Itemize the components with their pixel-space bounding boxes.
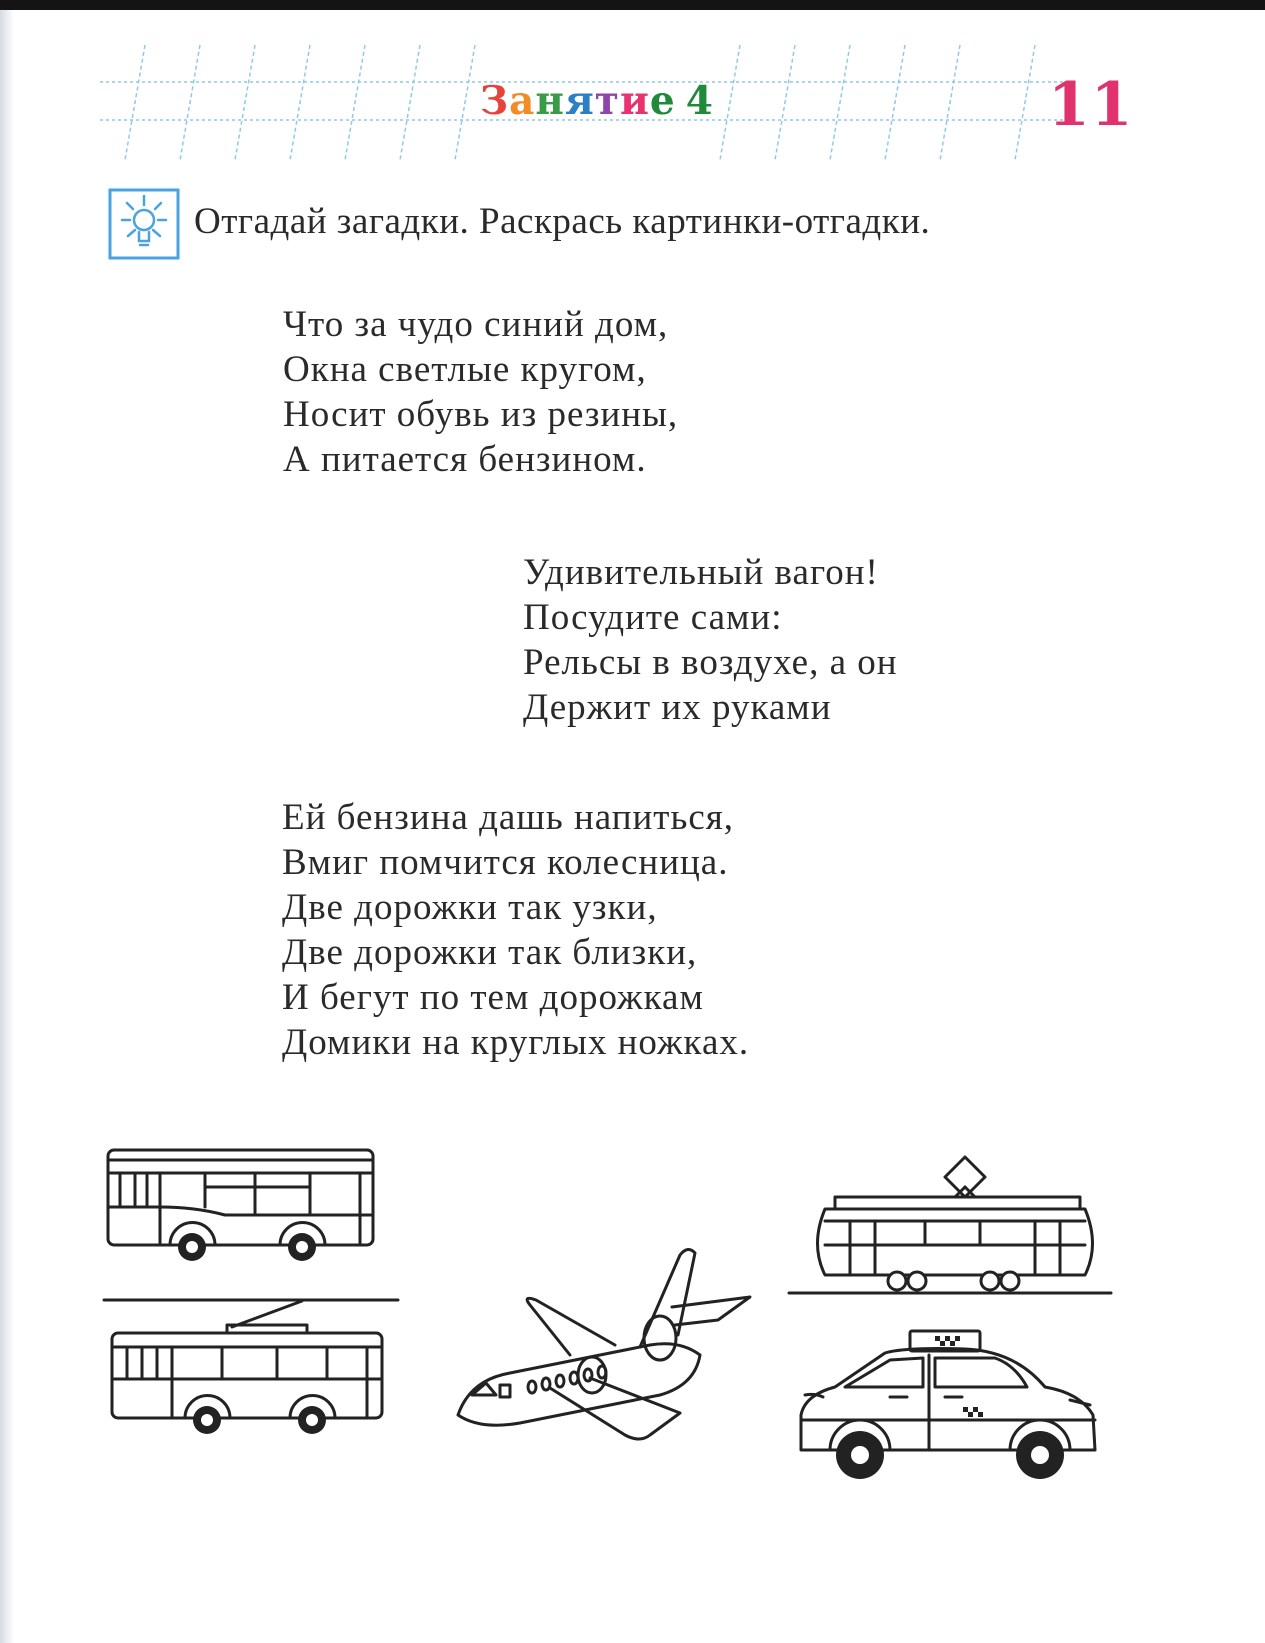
riddle-car bbox=[282, 795, 749, 1065]
riddle-line: Домики на круглых ножках. bbox=[282, 1022, 750, 1063]
bus-picture[interactable] bbox=[105, 1145, 380, 1270]
page-edge-shadow bbox=[0, 10, 14, 1643]
trolleybus-picture[interactable] bbox=[102, 1297, 402, 1437]
lesson-number: 4 bbox=[685, 78, 714, 124]
riddle-line: Удивительный вагон! bbox=[523, 552, 879, 593]
taxi-picture[interactable] bbox=[795, 1325, 1115, 1495]
riddle-line: Носит обувь из резины, bbox=[283, 394, 679, 435]
riddle-line: Вмиг помчится колесница. bbox=[282, 842, 729, 883]
page-number: 11 bbox=[1048, 70, 1134, 140]
riddle-line: Ей бензина дашь напиться, bbox=[282, 797, 735, 838]
riddle-line: Две дорожки так близки, bbox=[282, 932, 698, 973]
task-instruction: Отгадай загадки. Раскрась картинки-отгадки. bbox=[194, 201, 931, 242]
lesson-word: Занятие bbox=[480, 78, 676, 124]
airplane-picture[interactable] bbox=[450, 1195, 780, 1445]
riddle-line: Посудите сами: bbox=[523, 597, 783, 638]
top-border bbox=[0, 0, 1265, 10]
riddle-line: Рельсы в воздухе, а он bbox=[523, 642, 898, 683]
riddle-line: Окна светлые кругом, bbox=[283, 349, 647, 390]
riddle-line: И бегут по тем дорожкам bbox=[282, 977, 704, 1018]
tram-picture[interactable] bbox=[785, 1145, 1115, 1300]
riddle-line: Две дорожки так узки, bbox=[282, 887, 658, 928]
riddle-line: А питается бензином. bbox=[283, 439, 647, 480]
riddle-line: Держит их руками bbox=[523, 687, 832, 728]
riddle-line: Что за чудо синий дом, bbox=[283, 304, 669, 345]
lesson-title bbox=[480, 78, 714, 124]
riddle-bus bbox=[283, 302, 678, 482]
riddle-trolleybus bbox=[523, 550, 898, 730]
lightbulb-icon bbox=[108, 188, 180, 260]
